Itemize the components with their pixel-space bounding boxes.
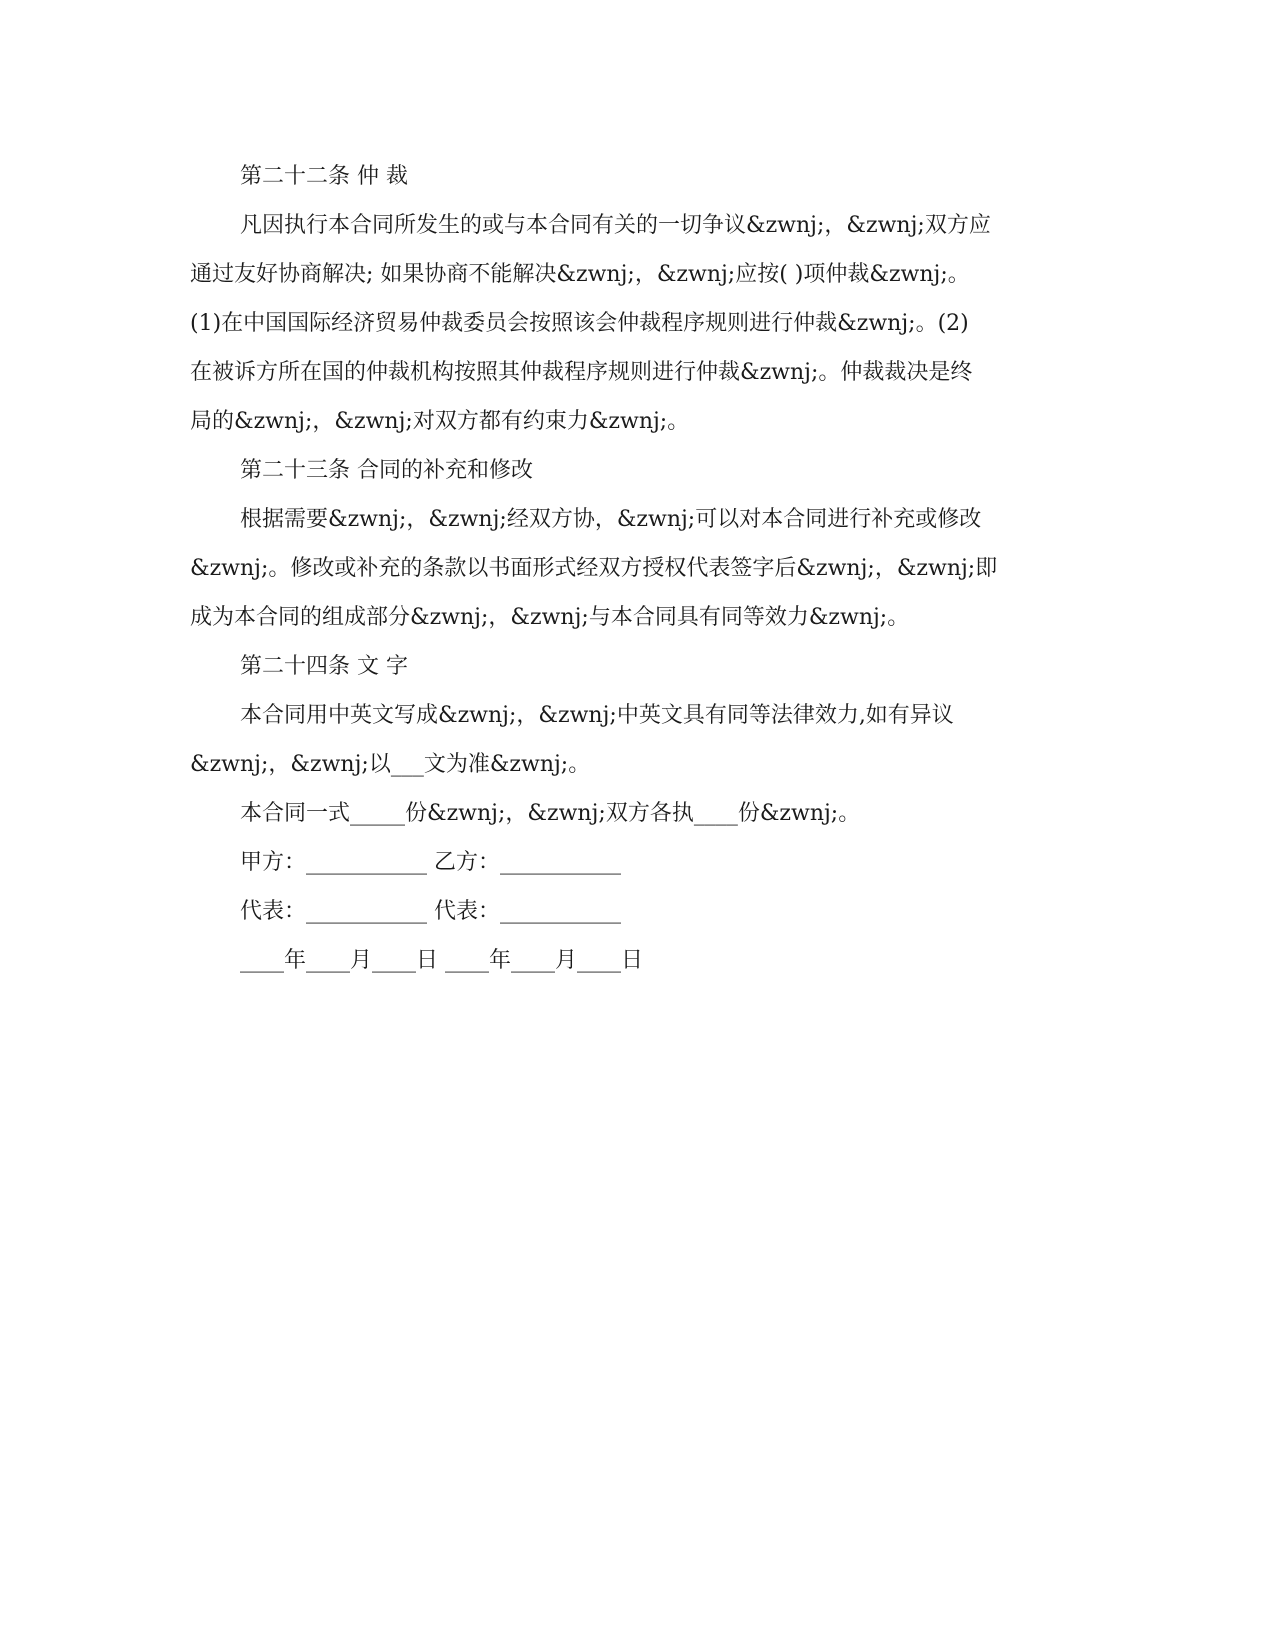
clause-24-heading: 第二十四条 文 字 [240, 654, 408, 679]
date-line: ____年____月____日 ____年____月____日 [240, 948, 643, 973]
clause-22-text-line: 通过友好协商解决; 如果协商不能解决&zwnj;，&zwnj;应按( )项仲裁&zwnj;。 [190, 262, 970, 287]
clause-22-text-line: 局的&zwnj;，&zwnj;对双方都有约束力&zwnj;。 [190, 409, 690, 434]
copies-line: 本合同一式_____份&zwnj;，&zwnj;双方各执____份&zwnj;。 [240, 801, 861, 826]
clause-22-heading: 第二十二条 仲 裁 [240, 164, 408, 189]
clause-23-text-line: 根据需要&zwnj;，&zwnj;经双方协，&zwnj;可以对本合同进行补充或修改 [240, 507, 982, 532]
party-signature-line: 甲方：___________ 乙方：___________ [240, 850, 621, 875]
representative-signature-line: 代表：___________ 代表：___________ [240, 899, 621, 924]
clause-24-text-line: &zwnj;，&zwnj;以___文为准&zwnj;。 [190, 752, 591, 777]
clause-22-text-line: (1)在中国国际经济贸易仲裁委员会按照该会仲裁程序规则进行仲裁&zwnj;。(2) [190, 311, 969, 336]
clause-23-text-line: 成为本合同的组成部分&zwnj;，&zwnj;与本合同具有同等效力&zwnj;。 [190, 605, 910, 630]
clause-23-heading: 第二十三条 合同的补充和修改 [240, 458, 533, 483]
clause-22-text-line: 凡因执行本合同所发生的或与本合同有关的一切争议&zwnj;，&zwnj;双方应 [240, 213, 991, 238]
clause-23-text-line: &zwnj;。修改或补充的条款以书面形式经双方授权代表签字后&zwnj;，&zwnj;即 [190, 556, 998, 581]
contract-body [190, 152, 1070, 985]
clause-24-text-line: 本合同用中英文写成&zwnj;，&zwnj;中英文具有同等法律效力,如有异议 [240, 703, 954, 728]
clause-22-text-line: 在被诉方所在国的仲裁机构按照其仲裁程序规则进行仲裁&zwnj;。仲裁裁决是终 [190, 360, 973, 385]
